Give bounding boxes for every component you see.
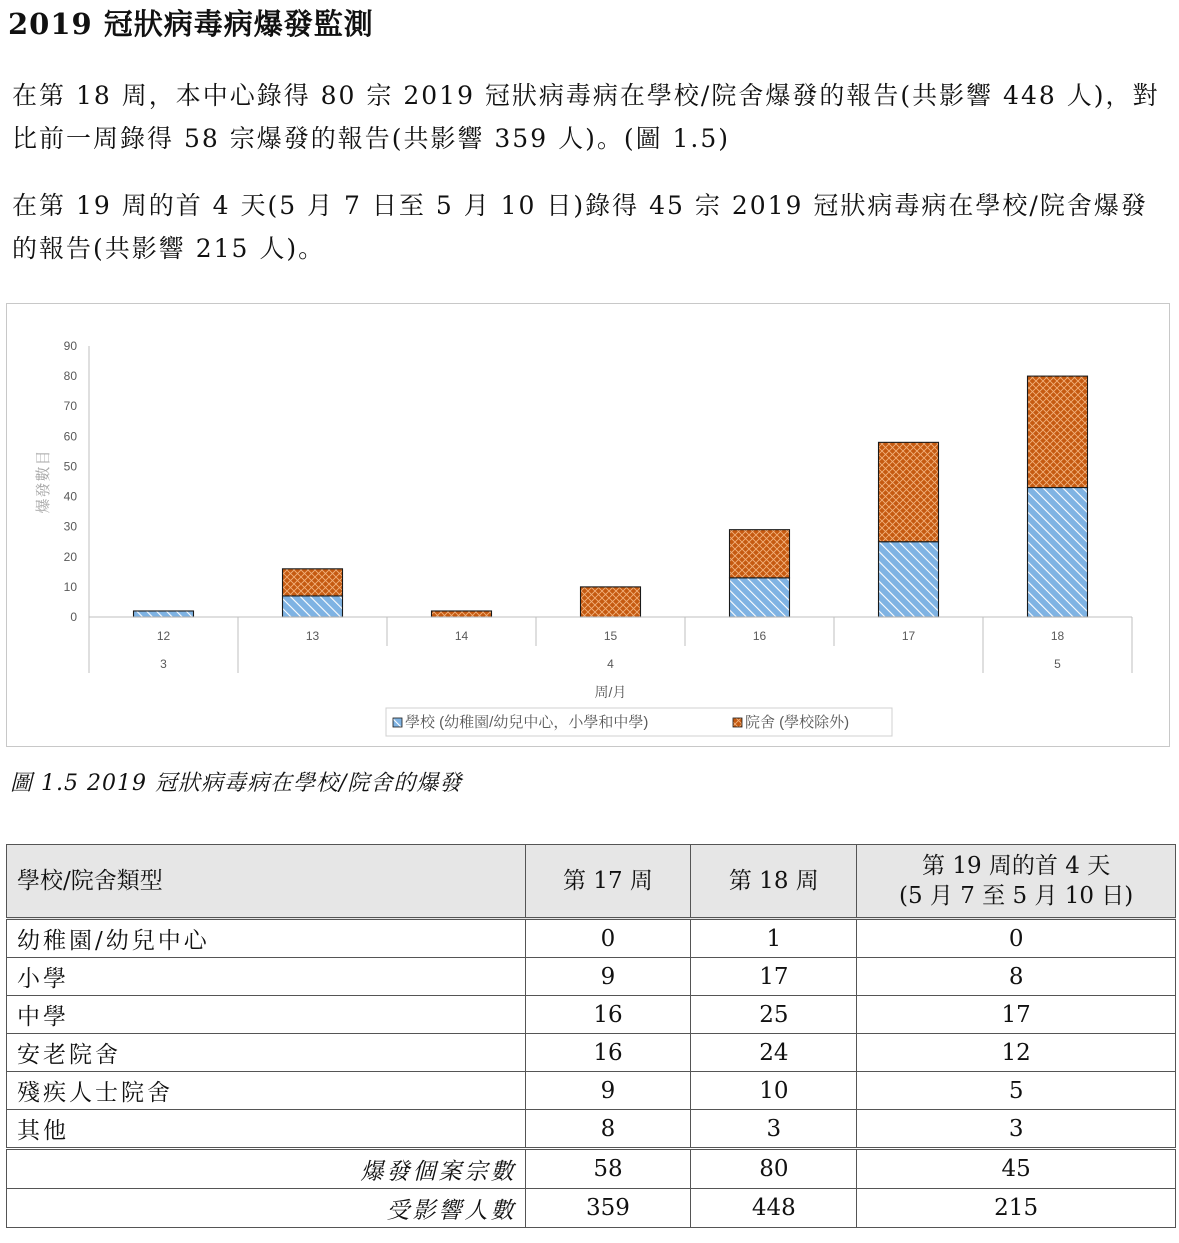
bar-week-14-institution	[432, 611, 492, 617]
legend-swatch-institution	[733, 718, 742, 727]
x-tick-label-week: 13	[305, 629, 320, 643]
x-tick-label-month: 5	[1054, 657, 1061, 671]
total-week-17: 58	[525, 1149, 691, 1189]
total-affected-label: 受影響人數	[7, 1189, 526, 1228]
table-total-row	[7, 1149, 1176, 1189]
row-type: 安老院舍	[7, 1034, 526, 1072]
table-header-row	[7, 845, 1176, 919]
bar-week-12-school	[134, 611, 194, 617]
header-week-19-line1: 第 19 周的首 4 天	[922, 853, 1111, 879]
y-tick-label: 10	[63, 579, 77, 594]
bar-week-17-school	[879, 542, 939, 617]
cell-week-17: 8	[525, 1110, 691, 1149]
x-tick-label-week: 18	[1050, 629, 1065, 643]
cell-week-19: 8	[857, 958, 1176, 996]
row-type: 殘疾人士院舍	[7, 1072, 526, 1110]
bar-week-16-school	[730, 578, 790, 617]
row-type: 中學	[7, 996, 526, 1034]
header-week-19-line2: (5 月 7 至 5 月 10 日)	[898, 883, 1134, 909]
row-type: 小學	[7, 958, 526, 996]
y-tick-label: 40	[63, 489, 77, 504]
bar-week-13-school	[283, 596, 343, 617]
header-type: 學校/院舍類型	[7, 845, 526, 919]
bar-week-18-institution	[1028, 376, 1088, 487]
y-tick-label: 90	[63, 339, 77, 353]
affected-week-18: 448	[691, 1189, 857, 1228]
cell-week-19: 5	[857, 1072, 1176, 1110]
header-week-19	[857, 845, 1176, 919]
table-row	[7, 919, 1176, 958]
affected-week-19: 215	[857, 1189, 1176, 1228]
table-total-row	[7, 1189, 1176, 1228]
header-week-17: 第 17 周	[525, 845, 691, 919]
bar-week-16-institution	[730, 530, 790, 578]
y-tick-label: 80	[63, 369, 77, 384]
cell-week-18: 24	[691, 1034, 857, 1072]
bar-week-18-school	[1028, 488, 1088, 617]
cell-week-17: 0	[525, 919, 691, 958]
cell-week-19: 17	[857, 996, 1176, 1034]
table-row	[7, 958, 1176, 996]
x-tick-label-week: 12	[156, 629, 171, 643]
outbreak-chart	[6, 303, 1170, 747]
y-tick-label: 50	[63, 459, 77, 474]
x-tick-label-week: 15	[603, 629, 618, 643]
cell-week-18: 17	[691, 958, 857, 996]
row-type: 其他	[7, 1110, 526, 1149]
x-axis-title: 周/月	[594, 684, 627, 700]
cell-week-17: 16	[525, 1034, 691, 1072]
cell-week-17: 16	[525, 996, 691, 1034]
page-title: 2019 冠狀病毒病爆發監測	[8, 7, 374, 41]
cell-week-18: 1	[691, 919, 857, 958]
x-tick-label-month: 4	[607, 657, 614, 671]
table-row	[7, 996, 1176, 1034]
y-tick-label: 60	[63, 429, 77, 444]
cell-week-19: 3	[857, 1110, 1176, 1149]
x-tick-label-month: 3	[160, 657, 167, 671]
cell-week-19: 12	[857, 1034, 1176, 1072]
bar-week-13-institution	[283, 569, 343, 596]
y-tick-label: 20	[63, 549, 77, 564]
legend-swatch-school	[393, 718, 402, 727]
row-type: 幼稚園/幼兒中心	[7, 919, 526, 958]
paragraph-week-18: 在第 18 周，本中心錄得 80 宗 2019 冠狀病毒病在學校/院舍爆發的報告(共影響 448 人)，對比前一周錄得 58 宗爆發的報告(共影響 359 人)。(圖 1.5)	[12, 81, 1160, 153]
x-tick-label-week: 17	[901, 629, 916, 643]
table-row	[7, 1110, 1176, 1149]
table-row	[7, 1034, 1176, 1072]
bar-week-17-institution	[879, 442, 939, 541]
legend-label-institution: 院舍 (學校除外)	[745, 714, 850, 731]
total-outbreaks-label: 爆發個案宗數	[7, 1149, 526, 1189]
bar-week-15-institution	[581, 587, 641, 617]
total-week-19: 45	[857, 1149, 1176, 1189]
table-row	[7, 1072, 1176, 1110]
y-tick-label: 30	[63, 519, 77, 534]
x-tick-label-week: 16	[752, 629, 767, 643]
paragraph-week-19: 在第 19 周的首 4 天(5 月 7 日至 5 月 10 日)錄得 45 宗 2019 冠狀病毒病在學校/院舍爆發的報告(共影響 215 人)。	[12, 191, 1148, 263]
y-axis-title: 爆發數目	[35, 449, 52, 514]
cell-week-19: 0	[857, 919, 1176, 958]
cell-week-18: 25	[691, 996, 857, 1034]
cell-week-17: 9	[525, 958, 691, 996]
legend-label-school: 學校 (幼稚園/幼兒中心，小學和中學)	[405, 714, 649, 731]
affected-week-17: 359	[525, 1189, 691, 1228]
y-tick-label: 0	[70, 610, 77, 624]
cell-week-17: 9	[525, 1072, 691, 1110]
x-tick-label-week: 14	[454, 629, 469, 643]
cell-week-18: 3	[691, 1110, 857, 1149]
outbreak-table	[6, 844, 1176, 1228]
y-tick-label: 70	[63, 399, 77, 414]
cell-week-18: 10	[691, 1072, 857, 1110]
total-week-18: 80	[691, 1149, 857, 1189]
header-week-18: 第 18 周	[691, 845, 857, 919]
figure-caption: 圖 1.5 2019 冠狀病毒病在學校/院舍的爆發	[10, 771, 463, 796]
outbreak-chart-svg	[7, 304, 1171, 748]
